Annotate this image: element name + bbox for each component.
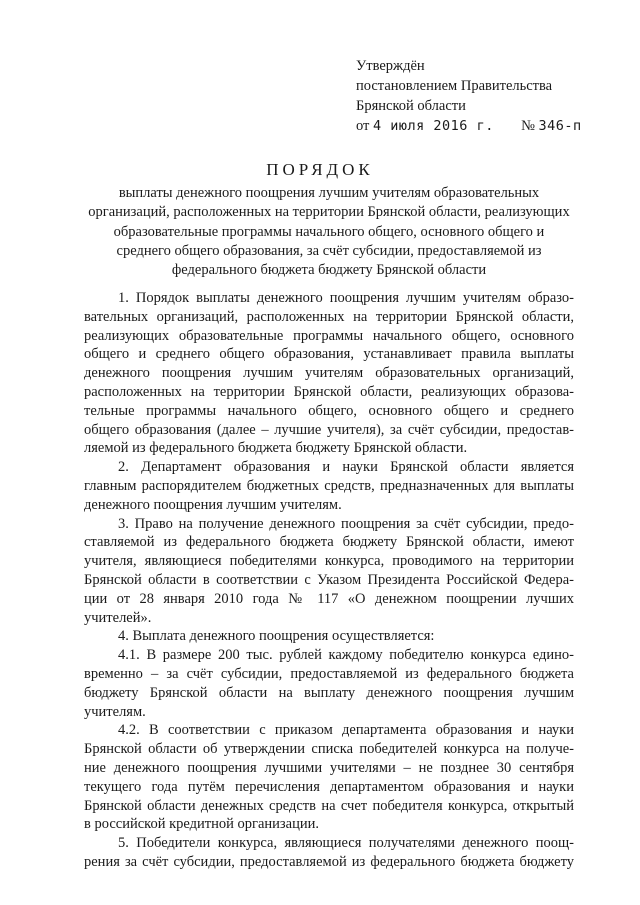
body-line: ции от 28 января 2010 года № 117 «О денежном поощрении лучших	[84, 590, 574, 607]
body-line: вательных организаций, расположенных на территории Брянской области,	[84, 308, 574, 325]
subtitle-line: организаций, расположенных на территории Брянской области, реализующих	[88, 204, 570, 221]
body-line: 4. Выплата денежного поощрения осуществляется:	[118, 628, 435, 645]
approval-number: 346-п	[538, 118, 582, 134]
body-line: общего и среднего общего образования, устанавливает правила выплаты	[84, 346, 574, 363]
number-prefix: №	[521, 118, 535, 134]
approval-stamp	[356, 56, 582, 136]
subtitle-line: выплаты денежного поощрения лучшим учителям образовательных	[118, 185, 540, 201]
body-line: Брянской области об утверждении списка победителей конкурса на получе-	[84, 741, 574, 758]
body-line: денежного поощрения лучшим учителям образовательных организаций,	[84, 365, 574, 382]
approval-date-line	[356, 116, 582, 136]
approval-line: постановлением Правительства	[356, 78, 553, 94]
body-line: реализующих образовательные программы начального общего, основного	[84, 327, 574, 344]
body-line: 4.2. В соответствии с приказом департамента образования и науки	[118, 722, 574, 739]
body-line: 2. Департамент образования и науки Брянской области является	[118, 459, 574, 476]
body-line: главным распорядителем бюджетных средств, предназначенных для выплаты	[84, 477, 574, 494]
subtitle-line: образовательные программы начального общего, основного общего и	[113, 223, 545, 240]
body-line: денежного поощрения лучшим учителям.	[84, 496, 342, 513]
approval-line: Утверждён	[356, 58, 425, 74]
body-line: ставляемой из федерального бюджета бюджету Брянской области, имеют	[84, 534, 574, 551]
body-line: Брянской области денежных средств на счет победителя конкурса, открытый	[84, 797, 574, 814]
date-prefix: от	[356, 118, 370, 134]
body-line: 4.1. В размере 200 тыс. рублей каждому победителю конкурса едино-	[118, 647, 574, 664]
body-line: бюджету Брянской области на выплату денежного поощрения лучшим	[84, 684, 574, 701]
body-line: расположенных на территории Брянской области, реализующих образова-	[84, 383, 574, 400]
body-line: 1. Порядок выплаты денежного поощрения лучшим учителям образо-	[118, 290, 574, 306]
approval-date: 4 июля 2016 г.	[373, 118, 494, 134]
body-line: 3. Право на получение денежного поощрения за счёт субсидии, предо-	[118, 515, 574, 532]
subtitle-line: среднего общего образования, за счёт субсидии, предоставляемой из	[116, 242, 542, 259]
document-title: ПОРЯДОК	[266, 160, 374, 179]
body-line: 5. Победители конкурса, являющиеся получателями денежного поощ-	[118, 835, 574, 852]
document-body	[84, 289, 574, 872]
body-line: ние денежного поощрения лучшими учителями – не позднее 30 сентября	[84, 759, 574, 776]
body-line: временно – за счёт субсидии, предоставляемой из федерального бюджета	[84, 665, 574, 682]
body-line: учителей».	[84, 609, 152, 626]
subtitle-line: федерального бюджета бюджету Брянской области	[171, 262, 487, 279]
body-line: текущего года путём перечисления департаментом образования и науки	[84, 778, 574, 795]
body-line: в российской кредитной организации.	[84, 816, 319, 833]
body-line: учителям.	[84, 703, 146, 720]
body-line: учителя, являющиеся победителями конкурса, проводимого на территории	[84, 553, 574, 570]
body-line: рения за счёт субсидии, предоставляемой из федерального бюджета бюджету	[84, 853, 574, 870]
document-subtitle	[84, 184, 574, 280]
body-line: общего образования (далее – лучшие учителя), за счёт субсидии, предостав-	[84, 421, 574, 438]
body-line: Брянской области в соответствии с Указом Президента Российской Федера-	[84, 571, 574, 588]
body-line: ляемой из федерального бюджета бюджету Брянской области.	[84, 440, 468, 457]
approval-line: Брянской области	[356, 98, 466, 114]
body-line: тельные программы начального общего, основного общего и среднего	[84, 402, 574, 419]
